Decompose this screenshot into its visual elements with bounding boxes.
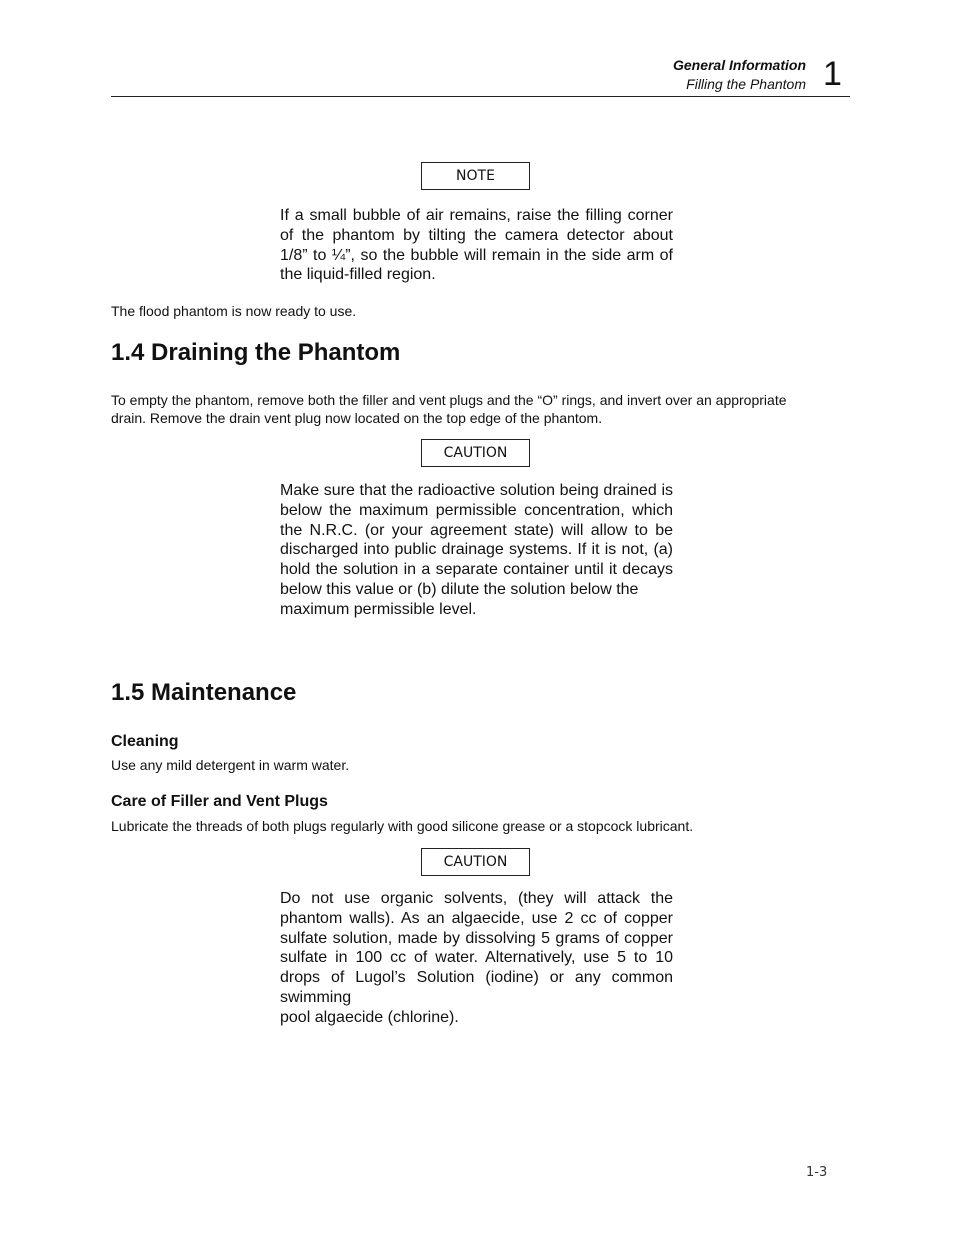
caution-text-draining [280,481,673,620]
subheading-cleaning: Cleaning [111,733,179,750]
caution-text-maintenance-body: Do not use organic solvents, (they will attack the phantom walls). As an algaecide, use 2 cc of copper sulfate solution, made by dissolving 5 grams of copper sulfate in 100 cc of water. Alternatively, use 5 to 10 drops of Lugol’s Solution (iodine) or any common swimming [280,890,673,1006]
header-chapter-title: General Information [672,57,806,73]
caution-label-maintenance: CAUTION [421,848,530,876]
header-section-title: Filling the Phantom [686,76,806,92]
running-header [673,56,806,94]
section-heading-maintenance: 1.5 Maintenance [111,679,297,706]
care-text: Lubricate the threads of both plugs regularly with good silicone grease or a stopcock lubricant. [111,818,694,834]
note-text: If a small bubble of air remains, raise the filling corner of the phantom by tilting the camera detector about 1/8” to ¼”, so the bubble will remain in the side arm of the liquid-filled region. [280,207,673,284]
cleaning-text: Use any mild detergent in warm water. [111,757,350,773]
caution-text-maintenance [280,889,673,1028]
page-number: 1-3 [806,1165,828,1180]
caution-text-draining-body: Make sure that the radioactive solution being drained is below the maximum permissible concentration, which the N.R.C. (or your agreement state) will allow to be discharged into public drainage systems. If it is not, (a) hold the solution in a separate container until it decays below this value or (b) dilute the solution below the [280,482,673,598]
header-divider [111,96,850,97]
draining-paragraph: To empty the phantom, remove both the filler and vent plugs and the “O” rings, and invert over an appropriate drain. Remove the drain vent plug now located on the top edge of the phantom. [111,392,787,426]
subheading-care-of-plugs: Care of Filler and Vent Plugs [111,793,328,810]
caution-text-draining-end: maximum permissible level. [280,600,477,618]
caution-label-draining: CAUTION [421,439,530,467]
section-heading-draining: 1.4 Draining the Phantom [111,339,401,366]
note-label: NOTE [421,162,530,190]
ready-text: The flood phantom is now ready to use. [111,303,357,319]
chapter-number: 1 [823,55,842,93]
caution-text-maintenance-end: pool algaecide (chlorine). [280,1008,459,1026]
